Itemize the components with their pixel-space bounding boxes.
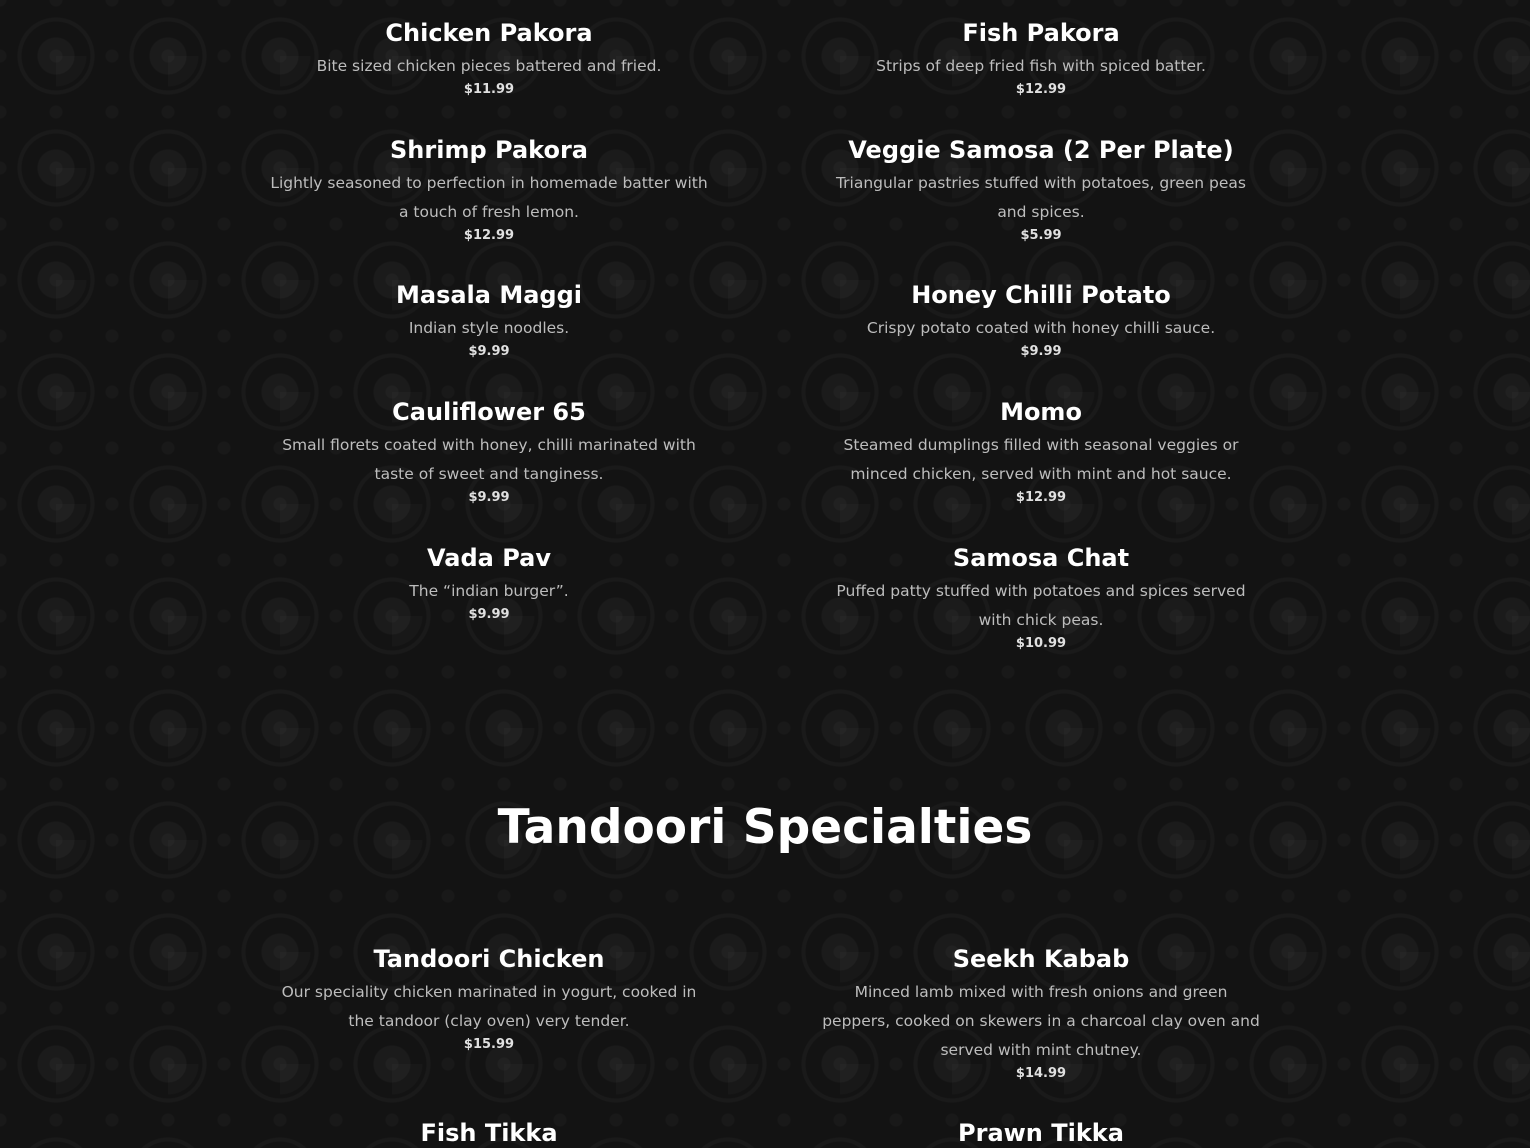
item-price: $9.99	[1020, 344, 1062, 359]
item-name: Samosa Chat	[952, 544, 1130, 572]
item-description: Minced lamb mixed with fresh onions and green peppers, cooked on skewers in a charcoal clay oven and served with mint chutney.	[822, 983, 1260, 1059]
menu-item	[269, 397, 709, 507]
item-price: $15.99	[463, 1037, 515, 1052]
item-name: Chicken Pakora	[385, 19, 593, 47]
item-description: The “indian burger”.	[409, 582, 569, 600]
item-name: Cauliflower 65	[392, 398, 586, 426]
item-description: Indian style noodles.	[408, 319, 570, 337]
menu-item	[821, 135, 1261, 245]
menu-item	[269, 18, 709, 99]
item-description: Triangular pastries stuffed with potatoes, green peas and spices.	[835, 174, 1246, 221]
item-name: Honey Chilli Potato	[911, 281, 1171, 309]
item-price: $12.99	[463, 228, 515, 243]
item-name: Fish Pakora	[962, 19, 1120, 47]
menu-item	[269, 280, 709, 361]
menu-item	[821, 397, 1261, 507]
item-description: Bite sized chicken pieces battered and fried.	[316, 57, 662, 75]
section-title: Tandoori Specialties	[497, 800, 1033, 855]
item-description: Crispy potato coated with honey chilli sauce.	[866, 319, 1216, 337]
item-name: Veggie Samosa (2 Per Plate)	[848, 136, 1234, 164]
menu-item	[821, 280, 1261, 361]
menu-item	[269, 543, 709, 624]
menu-item	[821, 944, 1261, 1083]
menu-item	[821, 543, 1261, 653]
item-name: Prawn Tikka	[958, 1119, 1124, 1147]
item-price: $12.99	[1015, 490, 1067, 505]
item-description: Lightly seasoned to perfection in homemade batter with a touch of fresh lemon.	[270, 174, 708, 221]
item-description: Our speciality chicken marinated in yogurt, cooked in the tandoor (clay oven) very tender.	[281, 983, 697, 1030]
item-description: Small florets coated with honey, chilli marinated with taste of sweet and tanginess.	[282, 436, 696, 483]
item-description: Steamed dumplings filled with seasonal veggies or minced chicken, served with mint and hot sauce.	[843, 436, 1239, 483]
item-price: $10.99	[1015, 636, 1067, 651]
item-name: Tandoori Chicken	[373, 945, 605, 973]
menu-item	[269, 1118, 709, 1148]
item-name: Momo	[1000, 398, 1082, 426]
menu-item	[269, 944, 709, 1054]
item-description: Puffed patty stuffed with potatoes and spices served with chick peas.	[836, 582, 1246, 629]
item-price: $9.99	[468, 344, 510, 359]
item-price: $11.99	[463, 82, 515, 97]
item-name: Fish Tikka	[420, 1119, 558, 1147]
item-name: Shrimp Pakora	[390, 136, 588, 164]
item-name: Vada Pav	[427, 544, 551, 572]
item-name: Masala Maggi	[396, 281, 582, 309]
menu-item	[821, 1118, 1261, 1148]
item-price: $12.99	[1015, 82, 1067, 97]
item-price: $14.99	[1015, 1066, 1067, 1081]
item-description: Strips of deep fried fish with spiced batter.	[876, 57, 1206, 75]
menu-item	[821, 18, 1261, 99]
item-price: $5.99	[1020, 228, 1062, 243]
item-name: Seekh Kabab	[952, 945, 1130, 973]
menu-item	[269, 135, 709, 245]
item-price: $9.99	[468, 490, 510, 505]
item-price: $9.99	[468, 607, 510, 622]
